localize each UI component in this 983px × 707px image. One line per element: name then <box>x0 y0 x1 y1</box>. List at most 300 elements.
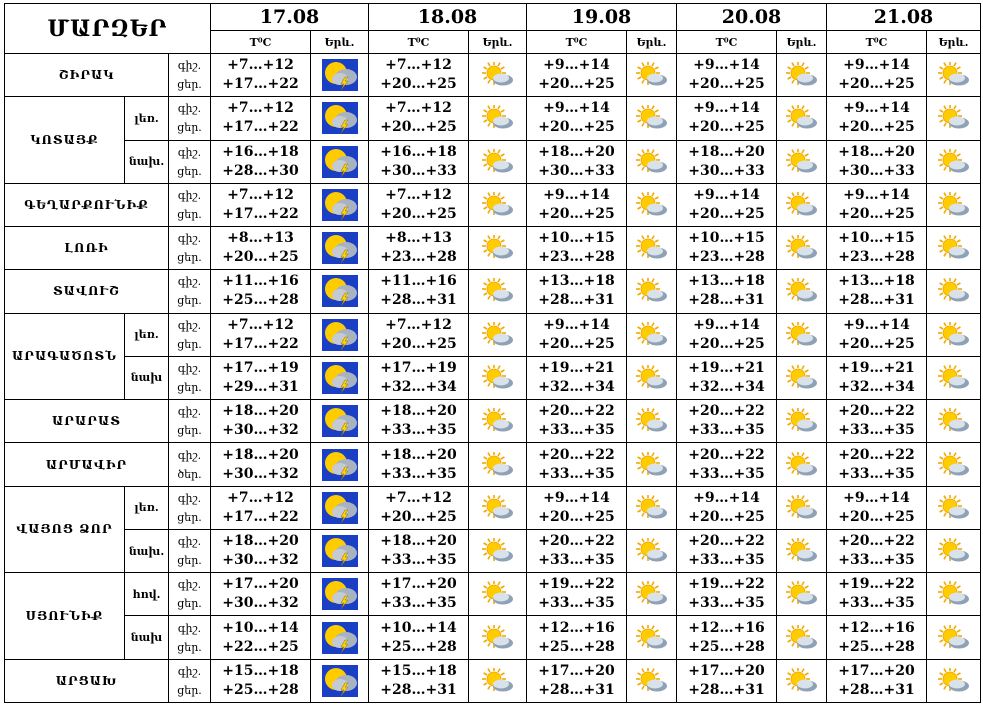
temperature-cell <box>211 659 311 702</box>
temperature-cell <box>211 97 311 140</box>
day-label: ցեր. <box>177 510 202 524</box>
weather-cell <box>311 140 369 183</box>
weather-cell <box>627 400 677 443</box>
night-temperature: +19…+22 <box>688 576 765 593</box>
night-temperature: +20…+22 <box>838 446 915 463</box>
weather-cell <box>469 270 527 313</box>
region-row <box>5 54 981 97</box>
day-temperature: +20…+25 <box>838 205 915 222</box>
weather-cell <box>777 616 827 659</box>
temperature-cell <box>211 54 311 97</box>
day-label: ցեր. <box>177 337 202 351</box>
night-temperature: +20…+22 <box>538 533 615 550</box>
day-temperature: +33…+35 <box>538 422 615 439</box>
day-temperature: +20…+25 <box>688 335 765 352</box>
day-temperature: +20…+25 <box>688 205 765 222</box>
thunderstorm-sun-icon <box>322 405 358 437</box>
weather-cell <box>627 443 677 486</box>
night-label: գիշ. <box>177 59 202 73</box>
weather-cell <box>927 54 981 97</box>
day-temperature: +28…+31 <box>838 681 915 698</box>
partly-cloudy-sun-icon <box>481 408 515 434</box>
night-label: գիշ. <box>177 145 202 159</box>
partly-cloudy-sun-icon <box>481 192 515 218</box>
day-temperature: +17…+22 <box>222 119 299 136</box>
day-temperature: +20…+25 <box>688 508 765 525</box>
temperature-cell <box>677 270 777 313</box>
temperature-cell <box>827 400 927 443</box>
day-temperature: +30…+33 <box>538 162 615 179</box>
weather-cell <box>469 659 527 702</box>
partly-cloudy-sun-icon <box>635 581 669 607</box>
day-temperature: +20…+25 <box>538 205 615 222</box>
partly-cloudy-sun-icon <box>937 408 971 434</box>
night-temperature: +12…+16 <box>688 619 765 636</box>
night-temperature: +17…+20 <box>688 662 765 679</box>
region-name: ՍՅՈՒՆԻՔ <box>5 573 125 660</box>
temperature-cell <box>677 227 777 270</box>
night-temperature: +7…+12 <box>227 316 294 333</box>
partly-cloudy-sun-icon <box>785 452 819 478</box>
partly-cloudy-sun-icon <box>937 538 971 564</box>
weather-cell <box>311 659 369 702</box>
region-name: ԳԵՂԱՐՔՈՒՆԻՔ <box>5 183 169 226</box>
weather-cell <box>469 54 527 97</box>
partly-cloudy-sun-icon <box>785 625 819 651</box>
partly-cloudy-sun-icon <box>937 668 971 694</box>
weather-cell <box>311 573 369 616</box>
weather-cell <box>469 486 527 529</box>
weather-cell <box>777 183 827 226</box>
temperature-cell <box>369 486 469 529</box>
region-name: ՎԱՅՈՑ ՁՈՐ <box>5 486 125 573</box>
night-temperature: +9…+14 <box>693 57 760 74</box>
temperature-cell <box>527 227 627 270</box>
night-temperature: +16…+18 <box>380 143 457 160</box>
day-temperature: +30…+32 <box>222 595 299 612</box>
day-temperature: +30…+32 <box>222 552 299 569</box>
partly-cloudy-sun-icon <box>937 495 971 521</box>
weather-cell <box>469 400 527 443</box>
thunderstorm-sun-icon <box>322 622 358 654</box>
weather-cell <box>311 313 369 356</box>
region-row <box>5 400 981 443</box>
night-temperature: +18…+20 <box>538 143 615 160</box>
night-temperature: +19…+21 <box>838 359 915 376</box>
temperature-cell <box>211 183 311 226</box>
night-temperature: +20…+22 <box>688 446 765 463</box>
night-temperature: +15…+18 <box>380 662 457 679</box>
temperature-subheader: T⁰C <box>827 31 927 54</box>
weather-cell <box>627 54 677 97</box>
night-temperature: +9…+14 <box>843 100 910 117</box>
night-label: գիշ. <box>177 102 202 116</box>
weather-cell <box>469 616 527 659</box>
partly-cloudy-sun-icon <box>785 278 819 304</box>
night-temperature: +8…+13 <box>385 230 452 247</box>
night-temperature: +20…+22 <box>688 403 765 420</box>
night-temperature: +18…+20 <box>222 403 299 420</box>
day-temperature: +32…+34 <box>380 378 457 395</box>
time-labels <box>169 616 211 659</box>
day-temperature: +33…+35 <box>838 552 915 569</box>
partly-cloudy-sun-icon <box>635 668 669 694</box>
thunderstorm-sun-icon <box>322 102 358 134</box>
partly-cloudy-sun-icon <box>481 235 515 261</box>
weather-subheader: Երև. <box>627 31 677 54</box>
day-temperature: +33…+35 <box>688 595 765 612</box>
day-temperature: +28…+31 <box>838 292 915 309</box>
subregion-label: լեռ. <box>125 97 169 140</box>
temperature-cell <box>369 356 469 399</box>
day-label: ցեր. <box>177 380 202 394</box>
weather-cell <box>627 140 677 183</box>
partly-cloudy-sun-icon <box>635 408 669 434</box>
time-labels <box>169 183 211 226</box>
temperature-cell <box>211 529 311 572</box>
night-temperature: +18…+20 <box>838 143 915 160</box>
weather-subheader: Երև. <box>777 31 827 54</box>
region-row <box>5 616 981 659</box>
day-temperature: +25…+28 <box>838 638 915 655</box>
temperature-cell <box>527 97 627 140</box>
thunderstorm-sun-icon <box>322 232 358 264</box>
night-temperature: +9…+14 <box>693 186 760 203</box>
partly-cloudy-sun-icon <box>937 192 971 218</box>
night-temperature: +10…+14 <box>222 619 299 636</box>
night-label: գիշ. <box>177 578 202 592</box>
weather-subheader: Երև. <box>469 31 527 54</box>
temperature-cell <box>677 356 777 399</box>
night-temperature: +17…+20 <box>838 662 915 679</box>
weather-cell <box>777 54 827 97</box>
weather-cell <box>311 529 369 572</box>
partly-cloudy-sun-icon <box>481 149 515 175</box>
day-temperature: +33…+35 <box>688 552 765 569</box>
partly-cloudy-sun-icon <box>785 192 819 218</box>
partly-cloudy-sun-icon <box>635 192 669 218</box>
weather-cell <box>927 97 981 140</box>
partly-cloudy-sun-icon <box>785 149 819 175</box>
temperature-subheader: T⁰C <box>211 31 311 54</box>
day-temperature: +33…+35 <box>688 422 765 439</box>
night-label: գիշ. <box>177 535 202 549</box>
night-temperature: +9…+14 <box>693 489 760 506</box>
partly-cloudy-sun-icon <box>785 235 819 261</box>
partly-cloudy-sun-icon <box>937 322 971 348</box>
thunderstorm-sun-icon <box>322 362 358 394</box>
weather-cell <box>469 443 527 486</box>
day-temperature: +23…+28 <box>688 249 765 266</box>
partly-cloudy-sun-icon <box>635 322 669 348</box>
temperature-cell <box>827 659 927 702</box>
region-name: ԱՐՄԱՎԻՐ <box>5 443 169 486</box>
night-temperature: +11…+16 <box>222 273 299 290</box>
night-temperature: +17…+19 <box>380 359 457 376</box>
region-row <box>5 183 981 226</box>
region-name: ԱՐԱՐԱՏ <box>5 400 169 443</box>
region-name: ՇԻՐԱԿ <box>5 54 169 97</box>
temperature-cell <box>369 54 469 97</box>
night-temperature: +19…+22 <box>838 576 915 593</box>
time-labels <box>169 573 211 616</box>
night-temperature: +18…+20 <box>222 446 299 463</box>
night-temperature: +10…+15 <box>538 230 615 247</box>
night-temperature: +7…+12 <box>385 100 452 117</box>
night-temperature: +9…+14 <box>843 489 910 506</box>
temperature-cell <box>827 616 927 659</box>
weather-cell <box>311 270 369 313</box>
partly-cloudy-sun-icon <box>635 538 669 564</box>
weather-cell <box>311 443 369 486</box>
night-temperature: +9…+14 <box>543 57 610 74</box>
time-labels <box>169 529 211 572</box>
partly-cloudy-sun-icon <box>785 365 819 391</box>
weather-cell <box>469 573 527 616</box>
region-name: ԱՐԱԳԱԾՈՏՆ <box>5 313 125 400</box>
night-temperature: +9…+14 <box>843 57 910 74</box>
night-temperature: +18…+20 <box>380 403 457 420</box>
night-temperature: +18…+20 <box>380 533 457 550</box>
day-label: ցեր. <box>177 164 202 178</box>
weather-cell <box>927 140 981 183</box>
day-temperature: +33…+35 <box>380 422 457 439</box>
night-temperature: +9…+14 <box>543 316 610 333</box>
night-temperature: +9…+14 <box>843 316 910 333</box>
temperature-cell <box>527 659 627 702</box>
temperature-cell <box>211 486 311 529</box>
partly-cloudy-sun-icon <box>481 495 515 521</box>
day-temperature: +20…+25 <box>380 76 457 93</box>
night-temperature: +20…+22 <box>688 533 765 550</box>
weather-cell <box>311 183 369 226</box>
night-temperature: +7…+12 <box>227 489 294 506</box>
region-row <box>5 227 981 270</box>
temperature-cell <box>677 183 777 226</box>
day-temperature: +33…+35 <box>538 465 615 482</box>
partly-cloudy-sun-icon <box>785 538 819 564</box>
temperature-cell <box>369 140 469 183</box>
weather-cell <box>627 270 677 313</box>
partly-cloudy-sun-icon <box>937 581 971 607</box>
date-header: 19.08 <box>527 4 677 31</box>
day-label: ցեր. <box>177 554 202 568</box>
thunderstorm-sun-icon <box>322 319 358 351</box>
temperature-cell <box>827 227 927 270</box>
night-temperature: +13…+18 <box>538 273 615 290</box>
partly-cloudy-sun-icon <box>785 495 819 521</box>
thunderstorm-sun-icon <box>322 492 358 524</box>
day-temperature: +23…+28 <box>380 249 457 266</box>
partly-cloudy-sun-icon <box>785 322 819 348</box>
night-temperature: +8…+13 <box>227 230 294 247</box>
night-label: գիշ. <box>177 405 202 419</box>
time-labels <box>169 486 211 529</box>
time-labels <box>169 356 211 399</box>
day-temperature: +30…+33 <box>838 162 915 179</box>
temperature-cell <box>827 486 927 529</box>
temperature-cell <box>211 573 311 616</box>
night-temperature: +17…+20 <box>538 662 615 679</box>
weather-cell <box>627 659 677 702</box>
night-label: գիշ. <box>177 318 202 332</box>
temperature-cell <box>677 529 777 572</box>
day-temperature: +25…+28 <box>688 638 765 655</box>
day-temperature: +30…+32 <box>222 465 299 482</box>
day-temperature: +20…+25 <box>838 335 915 352</box>
night-temperature: +17…+20 <box>222 576 299 593</box>
temperature-cell <box>677 140 777 183</box>
temperature-cell <box>369 270 469 313</box>
night-label: գիշ. <box>177 275 202 289</box>
weather-cell <box>469 529 527 572</box>
night-label: գիշ. <box>177 621 202 635</box>
thunderstorm-sun-icon <box>322 146 358 178</box>
night-temperature: +19…+21 <box>538 359 615 376</box>
partly-cloudy-sun-icon <box>635 105 669 131</box>
temperature-cell <box>827 356 927 399</box>
time-labels <box>169 313 211 356</box>
weather-cell <box>927 486 981 529</box>
time-labels <box>169 227 211 270</box>
temperature-cell <box>369 659 469 702</box>
temperature-cell <box>369 97 469 140</box>
partly-cloudy-sun-icon <box>481 278 515 304</box>
partly-cloudy-sun-icon <box>635 495 669 521</box>
weather-cell <box>927 227 981 270</box>
night-temperature: +12…+16 <box>538 619 615 636</box>
partly-cloudy-sun-icon <box>635 625 669 651</box>
day-temperature: +30…+33 <box>380 162 457 179</box>
time-labels <box>169 140 211 183</box>
day-temperature: +33…+35 <box>380 595 457 612</box>
night-temperature: +7…+12 <box>227 57 294 74</box>
day-temperature: +20…+25 <box>380 508 457 525</box>
weather-cell <box>627 313 677 356</box>
temperature-cell <box>827 183 927 226</box>
day-temperature: +20…+25 <box>538 119 615 136</box>
region-name: ԼՈՌԻ <box>5 227 169 270</box>
temperature-cell <box>369 573 469 616</box>
weather-cell <box>627 227 677 270</box>
day-temperature: +20…+25 <box>688 76 765 93</box>
temperature-cell <box>369 443 469 486</box>
temperature-cell <box>677 443 777 486</box>
region-row <box>5 270 981 313</box>
day-temperature: +28…+31 <box>688 681 765 698</box>
date-header: 21.08 <box>827 4 981 31</box>
weather-cell <box>927 443 981 486</box>
weather-cell <box>927 573 981 616</box>
night-temperature: +7…+12 <box>227 186 294 203</box>
day-temperature: +28…+31 <box>380 681 457 698</box>
weather-cell <box>927 313 981 356</box>
day-label: ցեր. <box>177 683 202 697</box>
temperature-cell <box>827 529 927 572</box>
day-temperature: +23…+28 <box>838 249 915 266</box>
time-labels <box>169 97 211 140</box>
region-name: ԿՈՏԱՅՔ <box>5 97 125 184</box>
subregion-label: լեռ. <box>125 313 169 356</box>
temperature-cell <box>369 227 469 270</box>
partly-cloudy-sun-icon <box>481 625 515 651</box>
temperature-cell <box>827 443 927 486</box>
night-temperature: +17…+19 <box>222 359 299 376</box>
temperature-cell <box>211 356 311 399</box>
region-row <box>5 486 981 529</box>
region-row <box>5 573 981 616</box>
time-labels <box>169 400 211 443</box>
day-temperature: +32…+34 <box>838 378 915 395</box>
night-temperature: +9…+14 <box>843 186 910 203</box>
partly-cloudy-sun-icon <box>937 149 971 175</box>
day-label: ցեր. <box>177 251 202 265</box>
partly-cloudy-sun-icon <box>785 581 819 607</box>
night-temperature: +10…+15 <box>688 230 765 247</box>
weather-cell <box>777 529 827 572</box>
time-labels <box>169 659 211 702</box>
weather-subheader: Երև. <box>311 31 369 54</box>
temperature-subheader: T⁰C <box>369 31 469 54</box>
day-label: ցեր. <box>177 597 202 611</box>
thunderstorm-sun-icon <box>322 275 358 307</box>
weather-cell <box>777 140 827 183</box>
weather-cell <box>777 659 827 702</box>
weather-cell <box>469 97 527 140</box>
temperature-cell <box>677 97 777 140</box>
day-temperature: +25…+28 <box>222 681 299 698</box>
region-row <box>5 659 981 702</box>
temperature-cell <box>527 270 627 313</box>
night-temperature: +7…+12 <box>227 100 294 117</box>
partly-cloudy-sun-icon <box>481 581 515 607</box>
temperature-cell <box>369 529 469 572</box>
day-label: ծեր. <box>177 467 202 481</box>
day-temperature: +20…+25 <box>380 119 457 136</box>
weather-cell <box>777 313 827 356</box>
weather-cell <box>627 97 677 140</box>
partly-cloudy-sun-icon <box>481 668 515 694</box>
night-label: գիշ. <box>177 361 202 375</box>
night-temperature: +10…+15 <box>838 230 915 247</box>
temperature-cell <box>527 313 627 356</box>
temperature-cell <box>369 183 469 226</box>
date-header: 18.08 <box>369 4 527 31</box>
partly-cloudy-sun-icon <box>937 625 971 651</box>
partly-cloudy-sun-icon <box>635 452 669 478</box>
temperature-cell <box>677 659 777 702</box>
temperature-cell <box>211 270 311 313</box>
temperature-cell <box>369 313 469 356</box>
partly-cloudy-sun-icon <box>481 452 515 478</box>
night-temperature: +9…+14 <box>693 316 760 333</box>
weather-cell <box>777 443 827 486</box>
temperature-cell <box>211 443 311 486</box>
temperature-cell <box>527 183 627 226</box>
date-header: 17.08 <box>211 4 369 31</box>
night-label: գիշ. <box>177 232 202 246</box>
weather-cell <box>311 616 369 659</box>
thunderstorm-sun-icon <box>322 578 358 610</box>
night-temperature: +7…+12 <box>385 489 452 506</box>
night-temperature: +20…+22 <box>538 446 615 463</box>
partly-cloudy-sun-icon <box>635 235 669 261</box>
day-temperature: +25…+28 <box>538 638 615 655</box>
weather-cell <box>777 270 827 313</box>
day-label: ցեր. <box>177 121 202 135</box>
weather-cell <box>469 140 527 183</box>
day-temperature: +20…+25 <box>838 508 915 525</box>
